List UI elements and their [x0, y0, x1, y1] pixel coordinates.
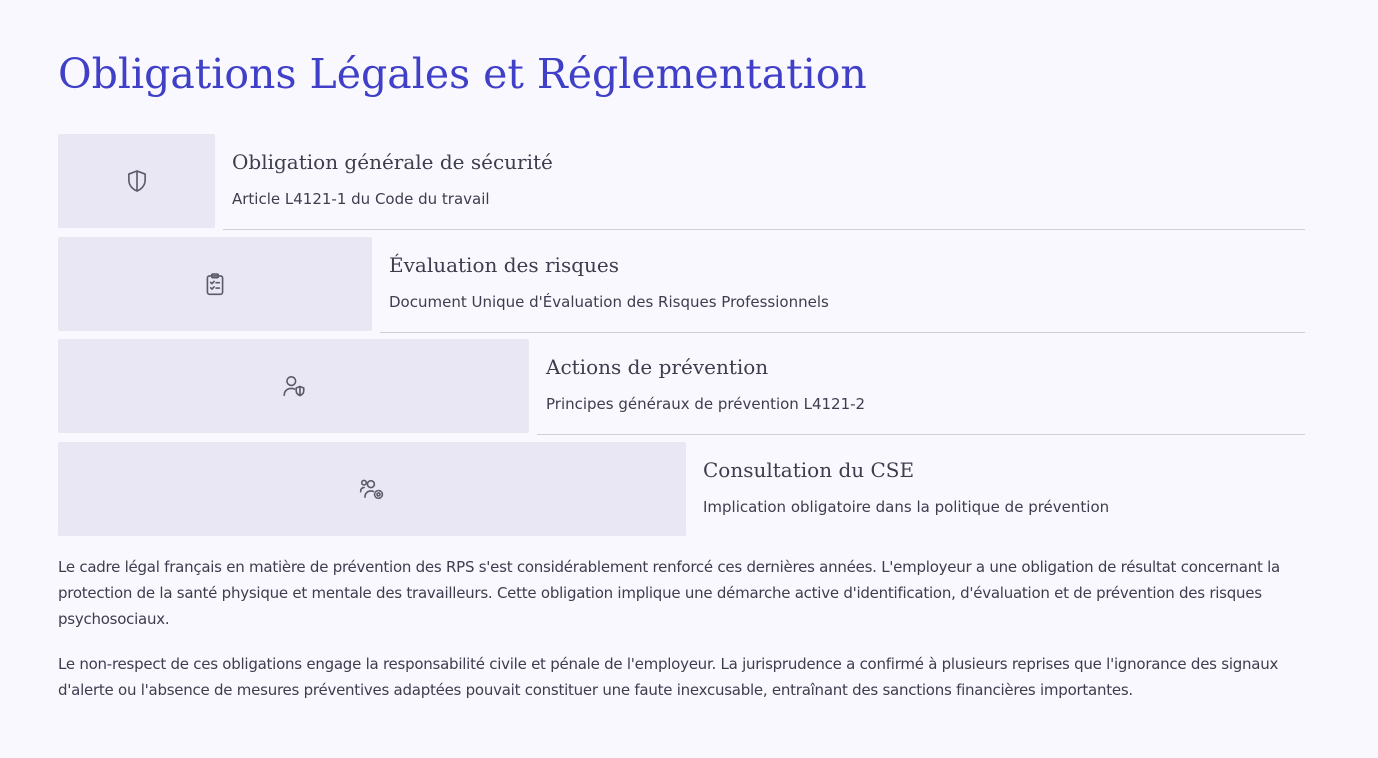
obligation-row-cse	[58, 442, 1305, 537]
icon-panel	[58, 339, 529, 433]
obligation-row-evaluation	[58, 237, 1305, 332]
icon-panel	[58, 442, 686, 536]
icon-panel	[58, 134, 215, 228]
obligation-subtitle: Document Unique d'Évaluation des Risques Professionnels	[389, 293, 829, 311]
obligation-text	[537, 339, 1305, 435]
obligation-text	[694, 442, 1305, 537]
obligation-subtitle: Article L4121-1 du Code du travail	[232, 190, 490, 208]
shield-icon	[124, 168, 150, 194]
obligation-text	[223, 134, 1305, 230]
obligation-row-prevention	[58, 339, 1305, 434]
user-shield-icon	[281, 373, 307, 399]
obligation-row-securite	[58, 134, 1305, 229]
body-paragraph: Le non-respect de ces obligations engage la responsabilité civile et pénale de l'employeur. La jurisprudence a confirmé à plusieurs reprises que l'ignorance des signaux d'alerte ou l'absence de mesures préventives adaptées pouvait constituer une faute inexcusable, entraînant des sanctions financières importantes.	[58, 655, 1279, 699]
obligation-title: Actions de prévention	[546, 355, 769, 379]
icon-panel	[58, 237, 372, 331]
obligation-title: Évaluation des risques	[389, 253, 619, 277]
clipboard-check-icon	[202, 271, 228, 297]
users-gear-icon	[359, 476, 385, 502]
obligation-title: Consultation du CSE	[703, 458, 915, 482]
body-paragraph: Le cadre légal français en matière de prévention des RPS s'est considérablement renforcé ces dernières années. L'employeur a une obligation de résultat concernant la protection de la santé physique et mentale des travailleurs. Cette obligation implique une démarche active d'identification, d'évaluation et de prévention des risques psychosociaux.	[58, 558, 1280, 628]
obligation-subtitle: Implication obligatoire dans la politique de prévention	[703, 498, 1110, 516]
page-title: Obligations Légales et Réglementation	[58, 50, 867, 98]
obligation-subtitle: Principes généraux de prévention L4121-2	[546, 395, 866, 413]
obligation-title: Obligation générale de sécurité	[232, 150, 553, 174]
obligation-text	[380, 237, 1305, 333]
